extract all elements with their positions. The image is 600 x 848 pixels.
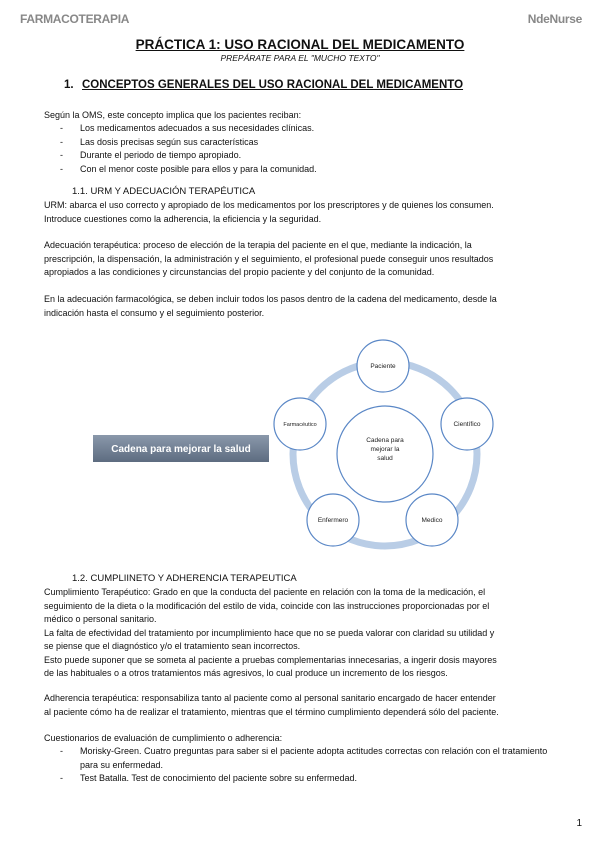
list-item: - Las dosis precisas según sus características <box>60 136 259 147</box>
paragraph-farmacologica <box>44 293 554 320</box>
banner-label: Cadena para mejorar la salud <box>111 444 251 455</box>
health-chain-diagram <box>0 330 600 580</box>
text-line: Esto puede suponer que se someta al paciente a pruebas complementarias innecesarias, a ingerir dosis mayores <box>44 654 497 665</box>
center-label-line: salud <box>377 455 393 462</box>
list-item-text: Durante el periodo de tiempo apropiado. <box>80 150 242 160</box>
section-1-title: CONCEPTOS GENERALES DEL USO RACIONAL DEL MEDICAMENTO <box>82 79 464 91</box>
header-right: NdeNurse <box>527 12 582 26</box>
text-line: Adecuación terapéutica: proceso de elección de la terapia del paciente en el que, mediante la indicación, la <box>44 240 472 250</box>
list-item: - Test Batalla. Test de conocimiento del paciente sobre su enfermedad. <box>60 772 552 786</box>
text-line: médico o personal sanitario. <box>44 614 157 624</box>
text-line: En la adecuación farmacológica, se deben incluir todos los pasos dentro de la cadena del medicamento, desde la <box>44 294 497 304</box>
text-line: Introduce cuestiones como la adherencia, la eficiencia y la seguridad. <box>44 213 322 224</box>
header-left: FARMACOTERAPIA <box>20 12 130 26</box>
questionnaires-intro: Cuestionarios de evaluación de cumplimiento o adherencia: <box>44 733 283 743</box>
list-item-text: Test Batalla. Test de conocimiento del paciente sobre su enfermedad. <box>80 773 358 783</box>
text-line: se piense que el diagnóstico y/o el tratamiento sean incorrectos. <box>44 641 301 651</box>
list-item: - Con el menor coste posible para ellos y para la comunidad. <box>60 163 317 174</box>
paragraph-urm <box>44 199 554 226</box>
paragraph-adherencia <box>44 692 554 719</box>
text-line: al paciente cómo ha de realizar el tratamiento, mientras que el término cumplimiento dependerá sólo del paciente. <box>44 706 499 717</box>
page-subtitle: PREPÁRATE PARA EL "MUCHO TEXTO" <box>220 53 380 63</box>
node-label: Científico <box>453 421 481 428</box>
node-label: Enfermero <box>317 517 349 524</box>
node-label: Paciente <box>370 363 396 370</box>
center-label-line: Cadena para <box>366 437 404 444</box>
list-item: - Durante el periodo de tiempo apropiado. <box>60 150 242 160</box>
text-line: La falta de efectividad del tratamiento por incumplimiento hace que no se pueda valorar con claridad su utilidad y <box>44 627 495 638</box>
node-label: Medico <box>421 517 443 524</box>
list-item: - Morisky-Green. Cuatro preguntas para saber si el paciente adopta actitudes correctas con relación con el tratamiento para su enfermedad. <box>60 745 552 772</box>
section-1-number: 1. <box>64 79 74 91</box>
center-label-line: mejorar la <box>370 446 400 453</box>
text-line: seguimiento de la dieta o la modificación del estilo de vida, coincide con las instrucciones proporcionadas por el <box>44 600 490 611</box>
subsection-1-1-heading: 1.1. URM Y ADECUACIÓN TERAPÉUTICA <box>72 186 256 197</box>
subsection-1-2-heading: 1.2. CUMPLIINETO Y ADHERENCIA TERAPEUTICA <box>72 573 297 584</box>
intro-text: Según la OMS, este concepto implica que los pacientes reciban: <box>44 110 302 120</box>
list-item-text: Morisky-Green. Cuatro preguntas para saber si el paciente adopta actitudes correctas con relación con el tratamiento para su enfermedad. <box>80 746 548 770</box>
text-line: prescripción, la dispensación, la administración y el seguimiento, el profesional puede conseguir unos resultados <box>44 253 494 264</box>
page-title: PRÁCTICA 1: USO RACIONAL DEL MEDICAMENTO <box>135 37 465 52</box>
text-line: Adherencia terapéutica: responsabiliza tanto al paciente como al personal sanitario encargado de hacer entender <box>44 693 496 703</box>
text-line: URM: abarca el uso correcto y apropiado de los medicamentos por los prescriptores y de quienes los consumen. <box>44 200 494 210</box>
text-line: Cumplimiento Terapéutico: Grado en que la conducta del paciente en relación con la toma de la medicación, el <box>44 587 486 597</box>
list-item: - Los medicamentos adecuados a sus necesidades clínicas. <box>60 123 315 133</box>
paragraph-cumplimiento <box>44 586 554 681</box>
section-1-heading <box>64 79 463 91</box>
list-item-text: Con el menor coste posible para ellos y para la comunidad. <box>80 163 317 174</box>
page-number: 1 <box>576 818 582 829</box>
text-line: indicación hasta el consumo y el seguimiento posterior. <box>44 307 265 318</box>
list-item-text: Las dosis precisas según sus características <box>80 136 259 147</box>
text-line: apropiados a las condiciones y circunstancias del propio paciente y del conjunto de la comunidad. <box>44 267 435 277</box>
paragraph-adecuacion <box>44 239 554 280</box>
list-item-text: Los medicamentos adecuados a sus necesidades clínicas. <box>80 123 315 133</box>
text-line: de las habituales o a otros tratamientos más agresivos, lo cual produce un incremento de los riesgos. <box>44 668 448 678</box>
center-circle <box>337 406 433 502</box>
node-label: Farmacéutico <box>283 422 317 428</box>
